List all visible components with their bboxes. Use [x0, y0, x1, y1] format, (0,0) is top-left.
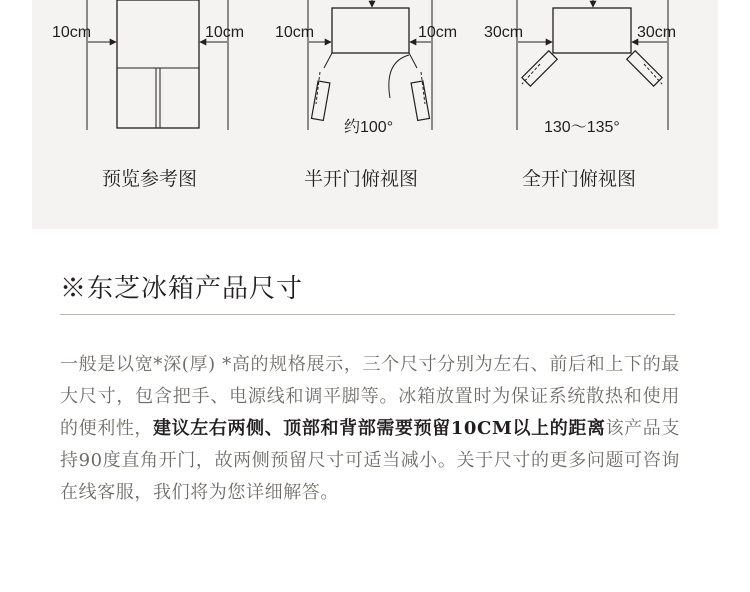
swing-arc [389, 55, 409, 98]
half-open-diagram [275, 0, 457, 136]
installation-diagram-panel [32, 0, 718, 229]
preview-right-gap: 10cm [205, 24, 245, 41]
left-door-open [311, 81, 329, 121]
fridge-front-body [117, 0, 199, 128]
left-door-full-open [522, 51, 557, 86]
paragraph-text: 一般是以宽*深(厚) *高的规格展示，三个尺寸分别为左右、前后和上下的最大尺寸，包含把手、电源线和调平脚等。冰箱放置时为保证系统散热和使用的便利性， [60, 354, 680, 439]
right-door-full-open [627, 51, 662, 86]
door-hinge-line [409, 53, 417, 68]
preview-caption: 预览参考图 [102, 168, 198, 190]
full-open-caption: 全开门俯视图 [522, 168, 637, 190]
section-title: ※东芝冰箱产品尺寸 [60, 274, 304, 304]
preview-diagram [52, 0, 244, 130]
paragraph-text: 该产品支持90度直角开门，故两侧预留尺寸可适当减小。关于尺寸的更多问题可咨询在线客服，我们将为您详细解答。 [60, 418, 680, 503]
preview-left-gap: 10cm [52, 24, 92, 41]
half-open-angle: 约100° [344, 119, 394, 136]
size-description-paragraph [60, 349, 680, 509]
full-open-left-gap: 30cm [484, 24, 524, 41]
installation-diagrams [32, 0, 718, 229]
fridge-top-body [553, 8, 631, 53]
fridge-top-body [332, 8, 409, 53]
paragraph-emphasis: 建议左右两侧、顶部和背部需要预留10CM以上的距离 [153, 418, 606, 439]
section-divider [60, 314, 675, 315]
full-open-angle: 130～135° [544, 119, 620, 136]
full-open-diagram [484, 0, 676, 136]
half-open-caption: 半开门俯视图 [304, 168, 419, 190]
full-open-right-gap: 30cm [637, 24, 677, 41]
half-open-left-gap: 10cm [275, 24, 315, 41]
door-hinge-line [324, 53, 332, 68]
right-door-open [411, 81, 429, 121]
half-open-right-gap: 10cm [418, 24, 458, 41]
